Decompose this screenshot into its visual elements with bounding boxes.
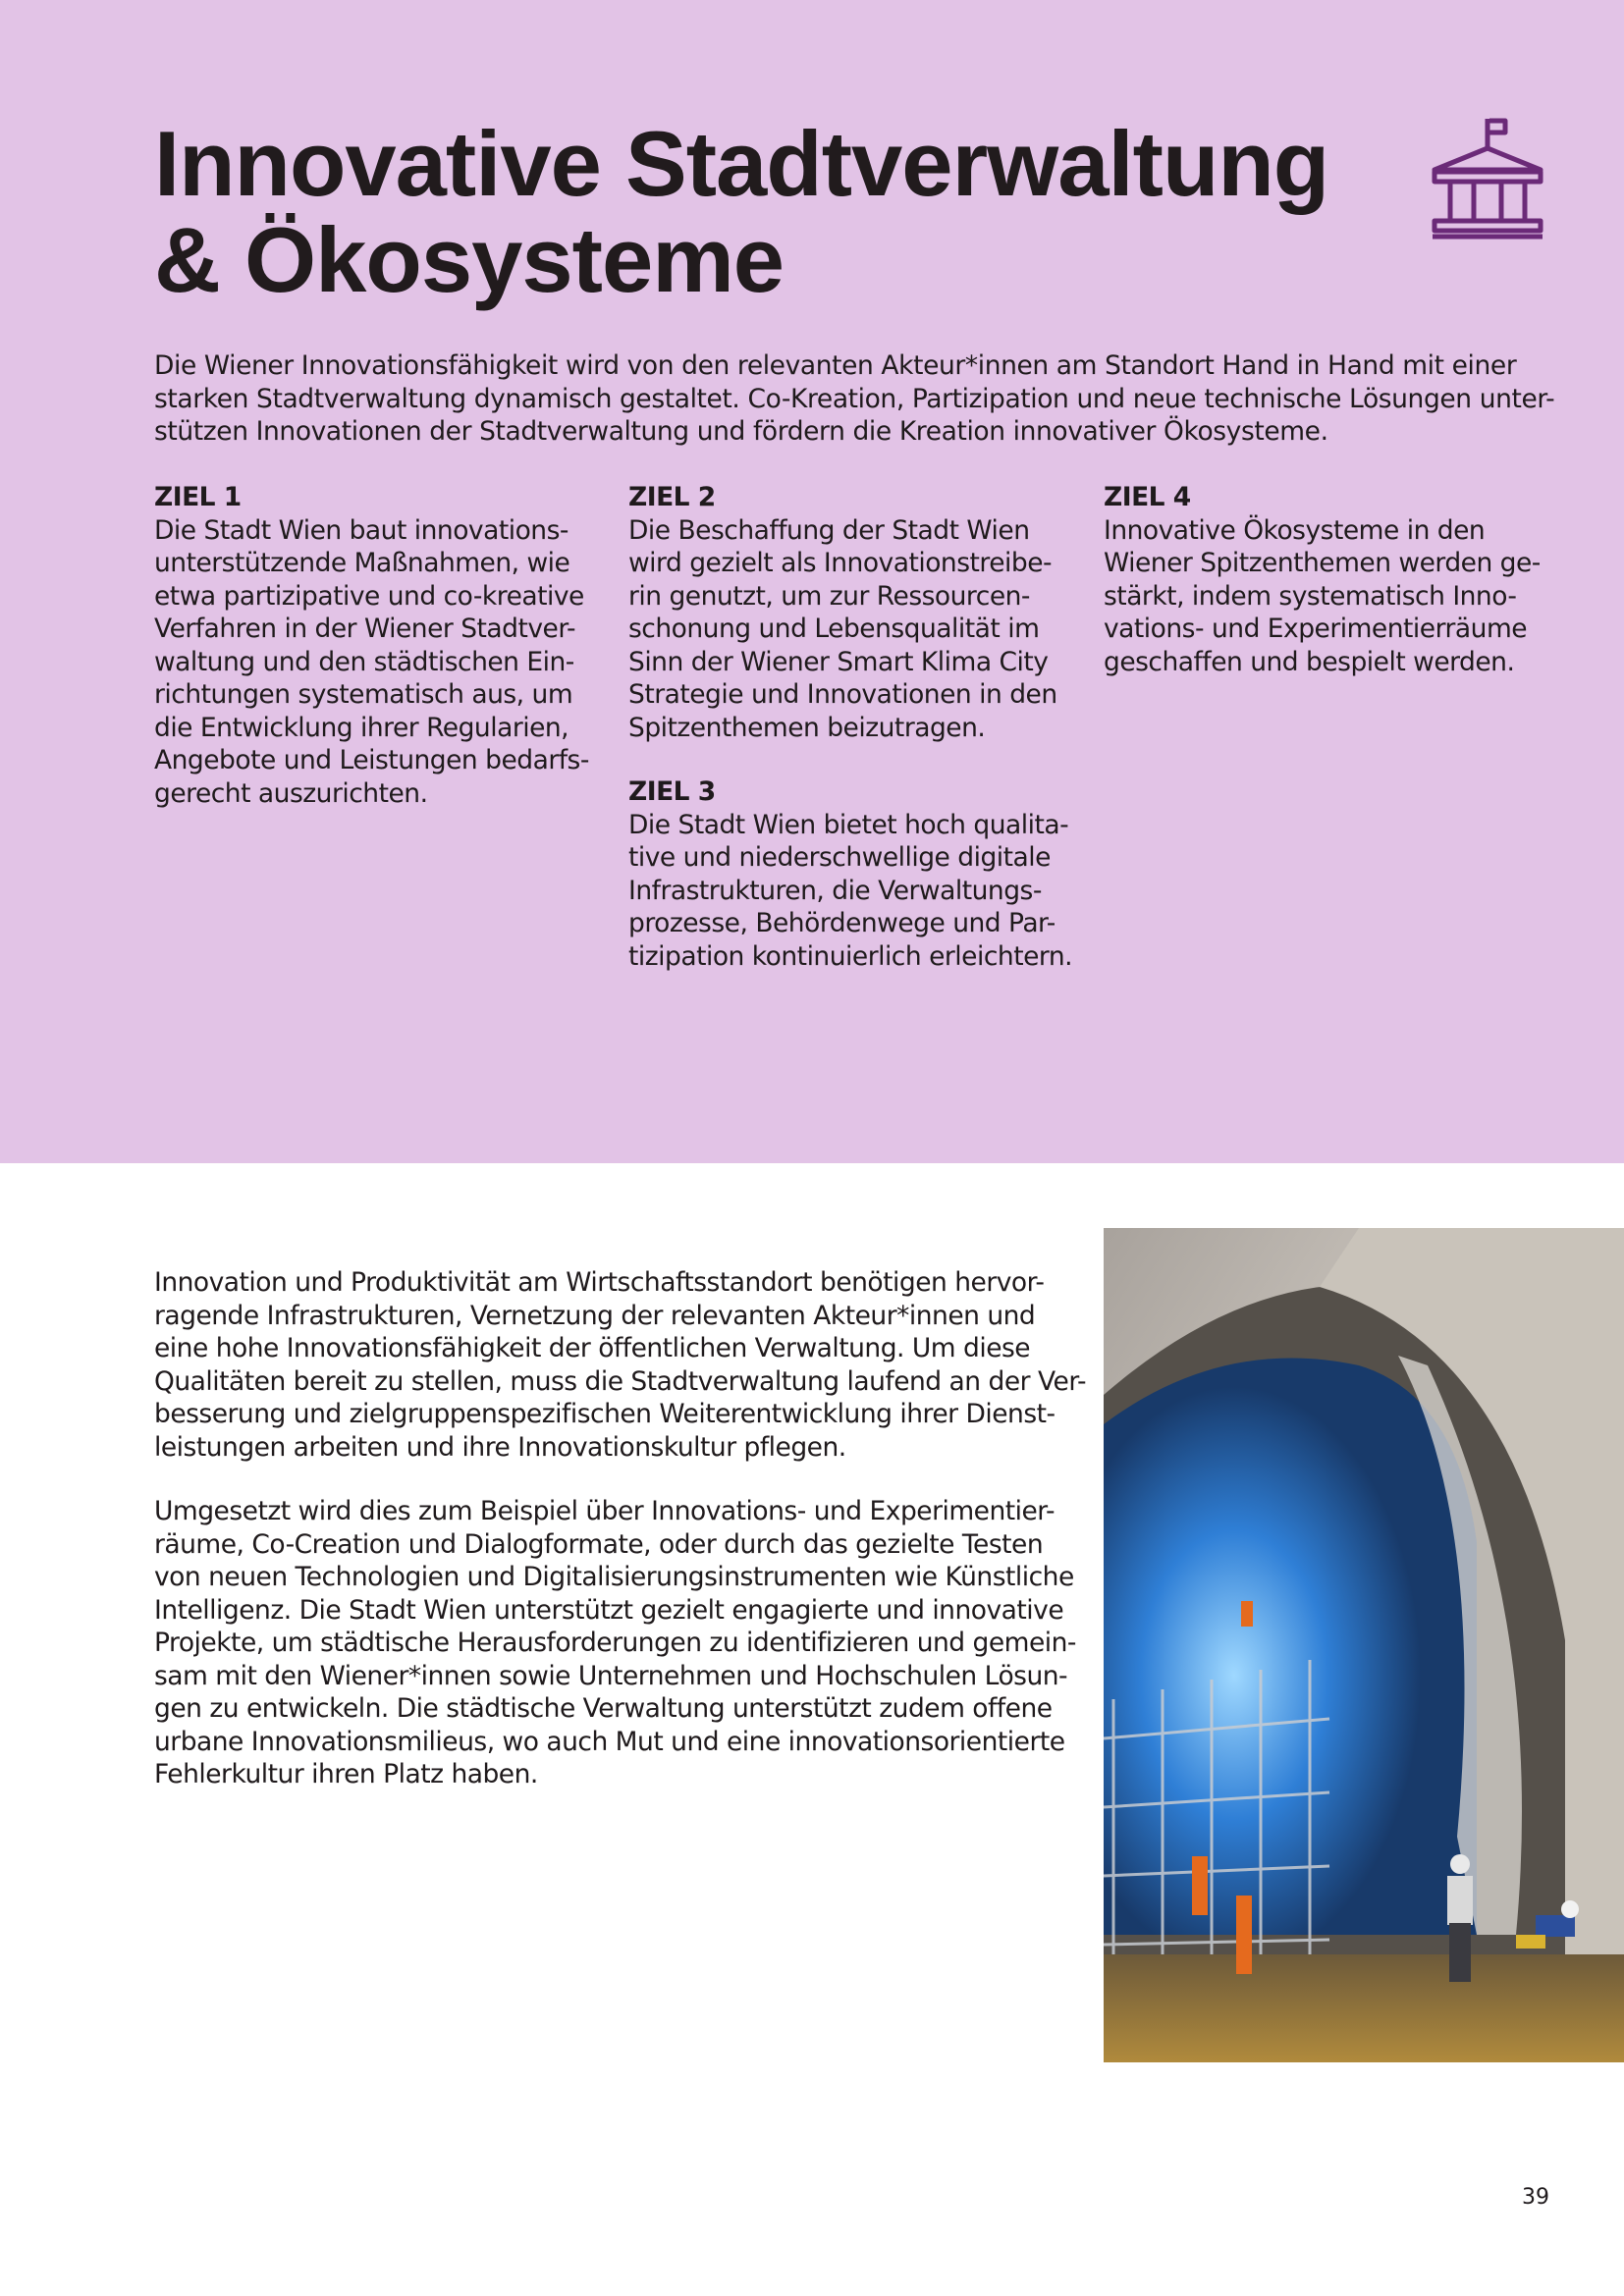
intro-paragraph (154, 349, 1555, 449)
body-line: Projekte, um städtische Herausforderungen zu identifizieren und gemein- (154, 1628, 1076, 1658)
goal-line: etwa partizipative und co-kreative (154, 580, 584, 612)
page-title (154, 112, 1381, 311)
goal-4 (1104, 481, 1555, 678)
body-paragraph-2 (154, 1495, 1087, 1791)
goal-line: Wiener Spitzenthemen werden ge- (1104, 548, 1541, 578)
page-title-line: & Ökosysteme (154, 208, 785, 311)
body-paragraph-1 (154, 1266, 1087, 1464)
goal-line: schonung und Lebensqualität im (628, 614, 1040, 644)
body-line: von neuen Technologien und Digitalisierungsinstrumenten wie Künstliche (154, 1562, 1074, 1592)
government-building-icon (1429, 113, 1546, 242)
tunnel-photo-illustration (1104, 1228, 1624, 2062)
goal-line: Angebote und Leistungen bedarfs- (154, 745, 589, 775)
page-title-line: Innovative Stadtverwaltung (154, 112, 1329, 215)
tunnel-construction-photo (1104, 1228, 1624, 2062)
goal-line: Infrastrukturen, die Verwaltungs- (628, 875, 1042, 906)
goal-line: prozesse, Behördenwege und Par- (628, 908, 1056, 938)
body-line: Intelligenz. Die Stadt Wien unterstützt gezielt engagierte und innovative (154, 1594, 1064, 1626)
intro-line: Die Wiener Innovationsfähigkeit wird von den relevanten Akteur*innen am Standort Hand in Hand mit einer (154, 350, 1517, 381)
body-line: Fehlerkultur ihren Platz haben. (154, 1759, 538, 1789)
goal-line: die Entwicklung ihrer Regularien, (154, 712, 569, 743)
goal-heading: ZIEL 3 (628, 776, 716, 807)
goal-line: Strategie und Innovationen in den (628, 679, 1057, 710)
goal-heading: ZIEL 1 (154, 482, 242, 512)
goal-2 (628, 481, 1080, 744)
goal-line: tive und niederschwellige digitale (628, 842, 1051, 873)
body-line: urbane Innovationsmilieus, wo auch Mut und eine innovationsorientierte (154, 1726, 1065, 1757)
body-line: Umgesetzt wird dies zum Beispiel über Innovations- und Experimentier- (154, 1496, 1056, 1526)
goal-line: wird gezielt als Innovationstreibe- (628, 548, 1053, 578)
body-line: gen zu entwickeln. Die städtische Verwaltung unterstützt zudem offene (154, 1693, 1053, 1724)
goal-line: Innovative Ökosysteme in den (1104, 514, 1486, 546)
goal-heading: ZIEL 2 (628, 482, 716, 512)
intro-line: starken Stadtverwaltung dynamisch gestaltet. Co-Kreation, Partizipation und neue technische Lösungen unter- (154, 383, 1555, 414)
goal-line: Die Stadt Wien baut innovations- (154, 514, 568, 546)
body-line: ragende Infrastrukturen, Vernetzung der relevanten Akteur*innen und (154, 1300, 1036, 1331)
page-number: 39 (1522, 2185, 1549, 2210)
body-line: sam mit den Wiener*innen sowie Unternehmen und Hochschulen Lösun- (154, 1660, 1068, 1691)
goal-line: tizipation kontinuierlich erleichtern. (628, 940, 1073, 972)
body-line: Innovation und Produktivität am Wirtschaftsstandort benötigen hervor- (154, 1267, 1045, 1298)
goal-line: stärkt, indem systematisch Inno- (1104, 580, 1517, 612)
goal-line: Die Beschaffung der Stadt Wien (628, 514, 1030, 546)
goal-3 (628, 775, 1080, 973)
goal-line: rin genutzt, um zur Ressourcen- (628, 580, 1030, 612)
goal-line: Sinn der Wiener Smart Klima City (628, 646, 1049, 677)
goal-line: vations- und Experimentierräume (1104, 614, 1528, 644)
goal-line: Verfahren in der Wiener Stadtver- (154, 614, 576, 644)
goal-heading: ZIEL 4 (1104, 482, 1191, 512)
body-line: Qualitäten bereit zu stellen, muss die Stadtverwaltung laufend an der Ver- (154, 1365, 1087, 1397)
goal-line: gerecht auszurichten. (154, 777, 428, 809)
goal-1 (154, 481, 606, 810)
body-line: leistungen arbeiten und ihre Innovationskultur pflegen. (154, 1431, 846, 1463)
body-line: räume, Co-Creation und Dialogformate, oder durch das gezielte Testen (154, 1528, 1044, 1560)
body-line: besserung und zielgruppenspezifischen Weiterentwicklung ihrer Dienst- (154, 1399, 1056, 1429)
goal-line: unterstützende Maßnahmen, wie (154, 548, 570, 578)
body-line: eine hohe Innovationsfähigkeit der öffentlichen Verwaltung. Um diese (154, 1333, 1031, 1363)
goal-line: Die Stadt Wien bietet hoch qualita- (628, 809, 1069, 840)
goal-line: Spitzenthemen beizutragen. (628, 712, 986, 743)
goal-line: waltung und den städtischen Ein- (154, 646, 574, 677)
intro-line: stützen Innovationen der Stadtverwaltung und fördern die Kreation innovativer Ökosysteme. (154, 416, 1328, 447)
goal-line: richtungen systematisch aus, um (154, 679, 573, 710)
goal-line: geschaffen und bespielt werden. (1104, 646, 1515, 677)
